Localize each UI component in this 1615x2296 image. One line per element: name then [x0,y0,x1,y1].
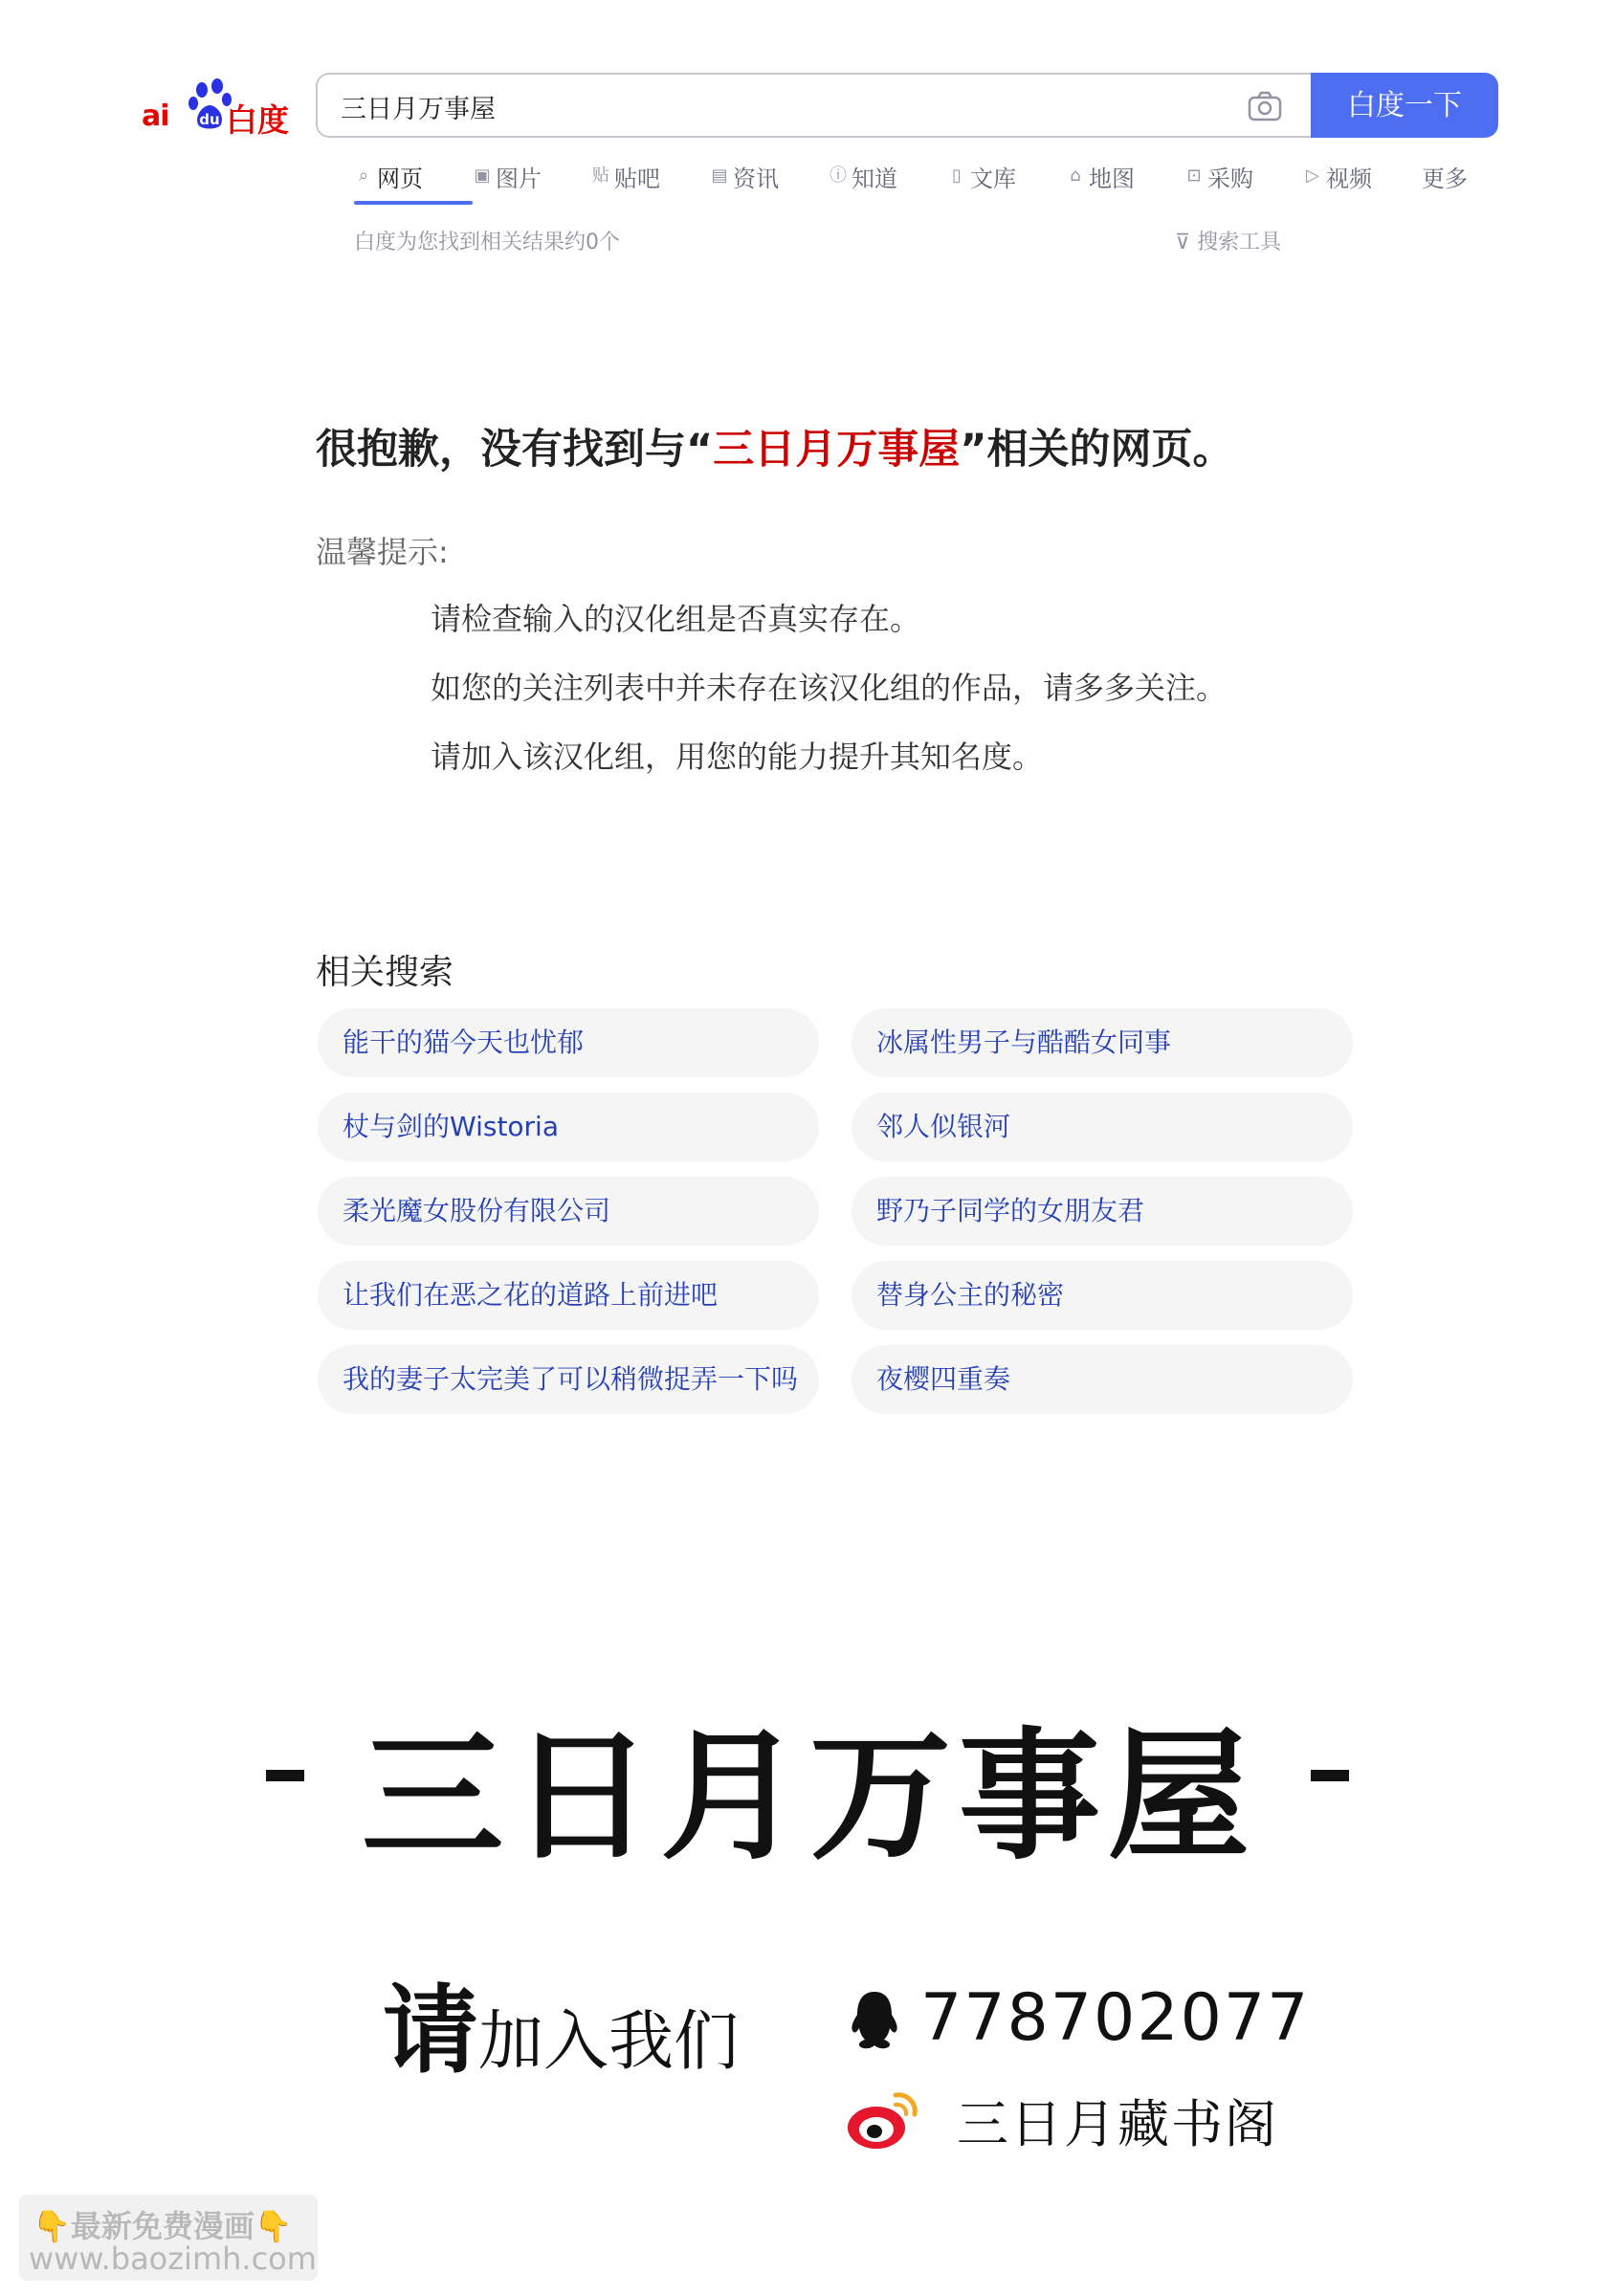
no-result-heading [316,417,1234,475]
watermark-line1: 👇最新免费漫画👇 [33,2208,293,2244]
logo-cn-text: 白度 [226,101,289,139]
shop-icon: ⊡ [1186,166,1202,186]
related-item[interactable]: 替身公主的秘密 [852,1261,1353,1330]
tab-label: 知道 [852,165,897,192]
result-count: 白度为您找到相关结果约0个 [354,231,620,254]
related-item[interactable]: 我的妻子太完美了可以稍微捉弄一下吗 [318,1345,819,1414]
group-name: 三日月万事屋 [362,1712,1257,1879]
weibo-name: 三日月藏书阁 [957,2094,1278,2154]
related-title: 相关搜索 [316,953,454,992]
join-text: 加入我们 [478,2004,740,2080]
search-box [316,73,1311,138]
baidu-logo[interactable] [142,75,291,138]
tab-shop[interactable] [1184,157,1303,195]
watermark [19,2195,318,2281]
weibo-icon [846,2086,922,2152]
tab-more[interactable] [1422,157,1468,195]
related-item[interactable]: 野乃子同学的女朋友君 [852,1177,1353,1246]
camera-icon[interactable] [1248,91,1282,121]
tab-label: 更多 [1422,165,1468,192]
no-result-prefix: 很抱歉，没有找到与“ [316,426,714,474]
qq-icon [848,1990,901,2053]
news-icon: ▤ [711,166,728,186]
question-icon: ⓘ [830,166,847,186]
tab-label: 图片 [496,165,542,192]
logo-ai-text: ai [142,99,169,133]
related-item[interactable]: 杖与剑的Wistoria [318,1093,819,1161]
watermark-line2: www.baozimh.com [29,2241,317,2277]
tieba-icon: 贴 [592,166,609,186]
related-item[interactable]: 能干的猫今天也忧郁 [318,1008,819,1077]
map-icon: ⌂ [1070,166,1081,186]
tab-wenku[interactable] [947,157,1066,195]
join-us [383,1954,739,2091]
tip-line: 请加入该汉化组，用您的能力提升其知名度。 [431,739,1044,775]
svg-text:du: du [199,111,220,128]
related-item[interactable]: 冰属性男子与酷酷女同事 [852,1008,1353,1077]
tip-line: 如您的关注列表中并未存在该汉化组的作品，请多多关注。 [431,670,1228,706]
tip-line: 请检查输入的汉化组是否真实存在。 [431,601,921,637]
search-tools-label: 搜索工具 [1197,231,1282,254]
document-icon: ▯ [952,166,962,186]
related-item[interactable]: 让我们在恶之花的道路上前进吧 [318,1261,819,1330]
filter-icon: ⊽ [1175,231,1198,254]
tab-label: 网页 [377,165,423,192]
tab-map[interactable] [1066,157,1184,195]
tab-video[interactable] [1303,157,1422,195]
tab-label: 贴吧 [614,165,660,192]
search-input[interactable] [339,88,1204,124]
join-big-char: 请 [383,1974,478,2086]
tab-label: 视频 [1326,165,1372,192]
tab-label: 地图 [1089,165,1135,192]
dash-right [1311,1770,1349,1781]
search-tabs [354,157,1468,205]
related-item[interactable]: 邻人似银河 [852,1093,1353,1161]
image-icon: ▣ [474,166,491,186]
tab-label: 采购 [1207,165,1253,192]
tab-zhidao[interactable] [829,157,947,195]
tips-title: 温馨提示: [316,534,449,570]
qq-number: 778702077 [920,1980,1311,2056]
tab-news[interactable] [710,157,829,195]
search-button[interactable]: 白度一下 [1311,73,1498,138]
video-icon: ▷ [1306,166,1319,186]
related-item[interactable]: 夜樱四重奏 [852,1345,1353,1414]
tab-web[interactable] [354,157,473,195]
tab-label: 资讯 [733,165,779,192]
search-tools-button[interactable] [1175,226,1281,255]
no-result-query: 三日月万事屋 [713,426,961,474]
related-item[interactable]: 柔光魔女股份有限公司 [318,1177,819,1246]
group-banner [258,1684,1359,1879]
tab-tieba[interactable] [591,157,710,195]
no-result-suffix: ”相关的网页。 [960,426,1234,474]
tab-label: 文库 [970,165,1016,192]
dash-left [266,1770,304,1781]
tab-images[interactable] [473,157,591,195]
search-icon: ⌕ [358,166,369,186]
